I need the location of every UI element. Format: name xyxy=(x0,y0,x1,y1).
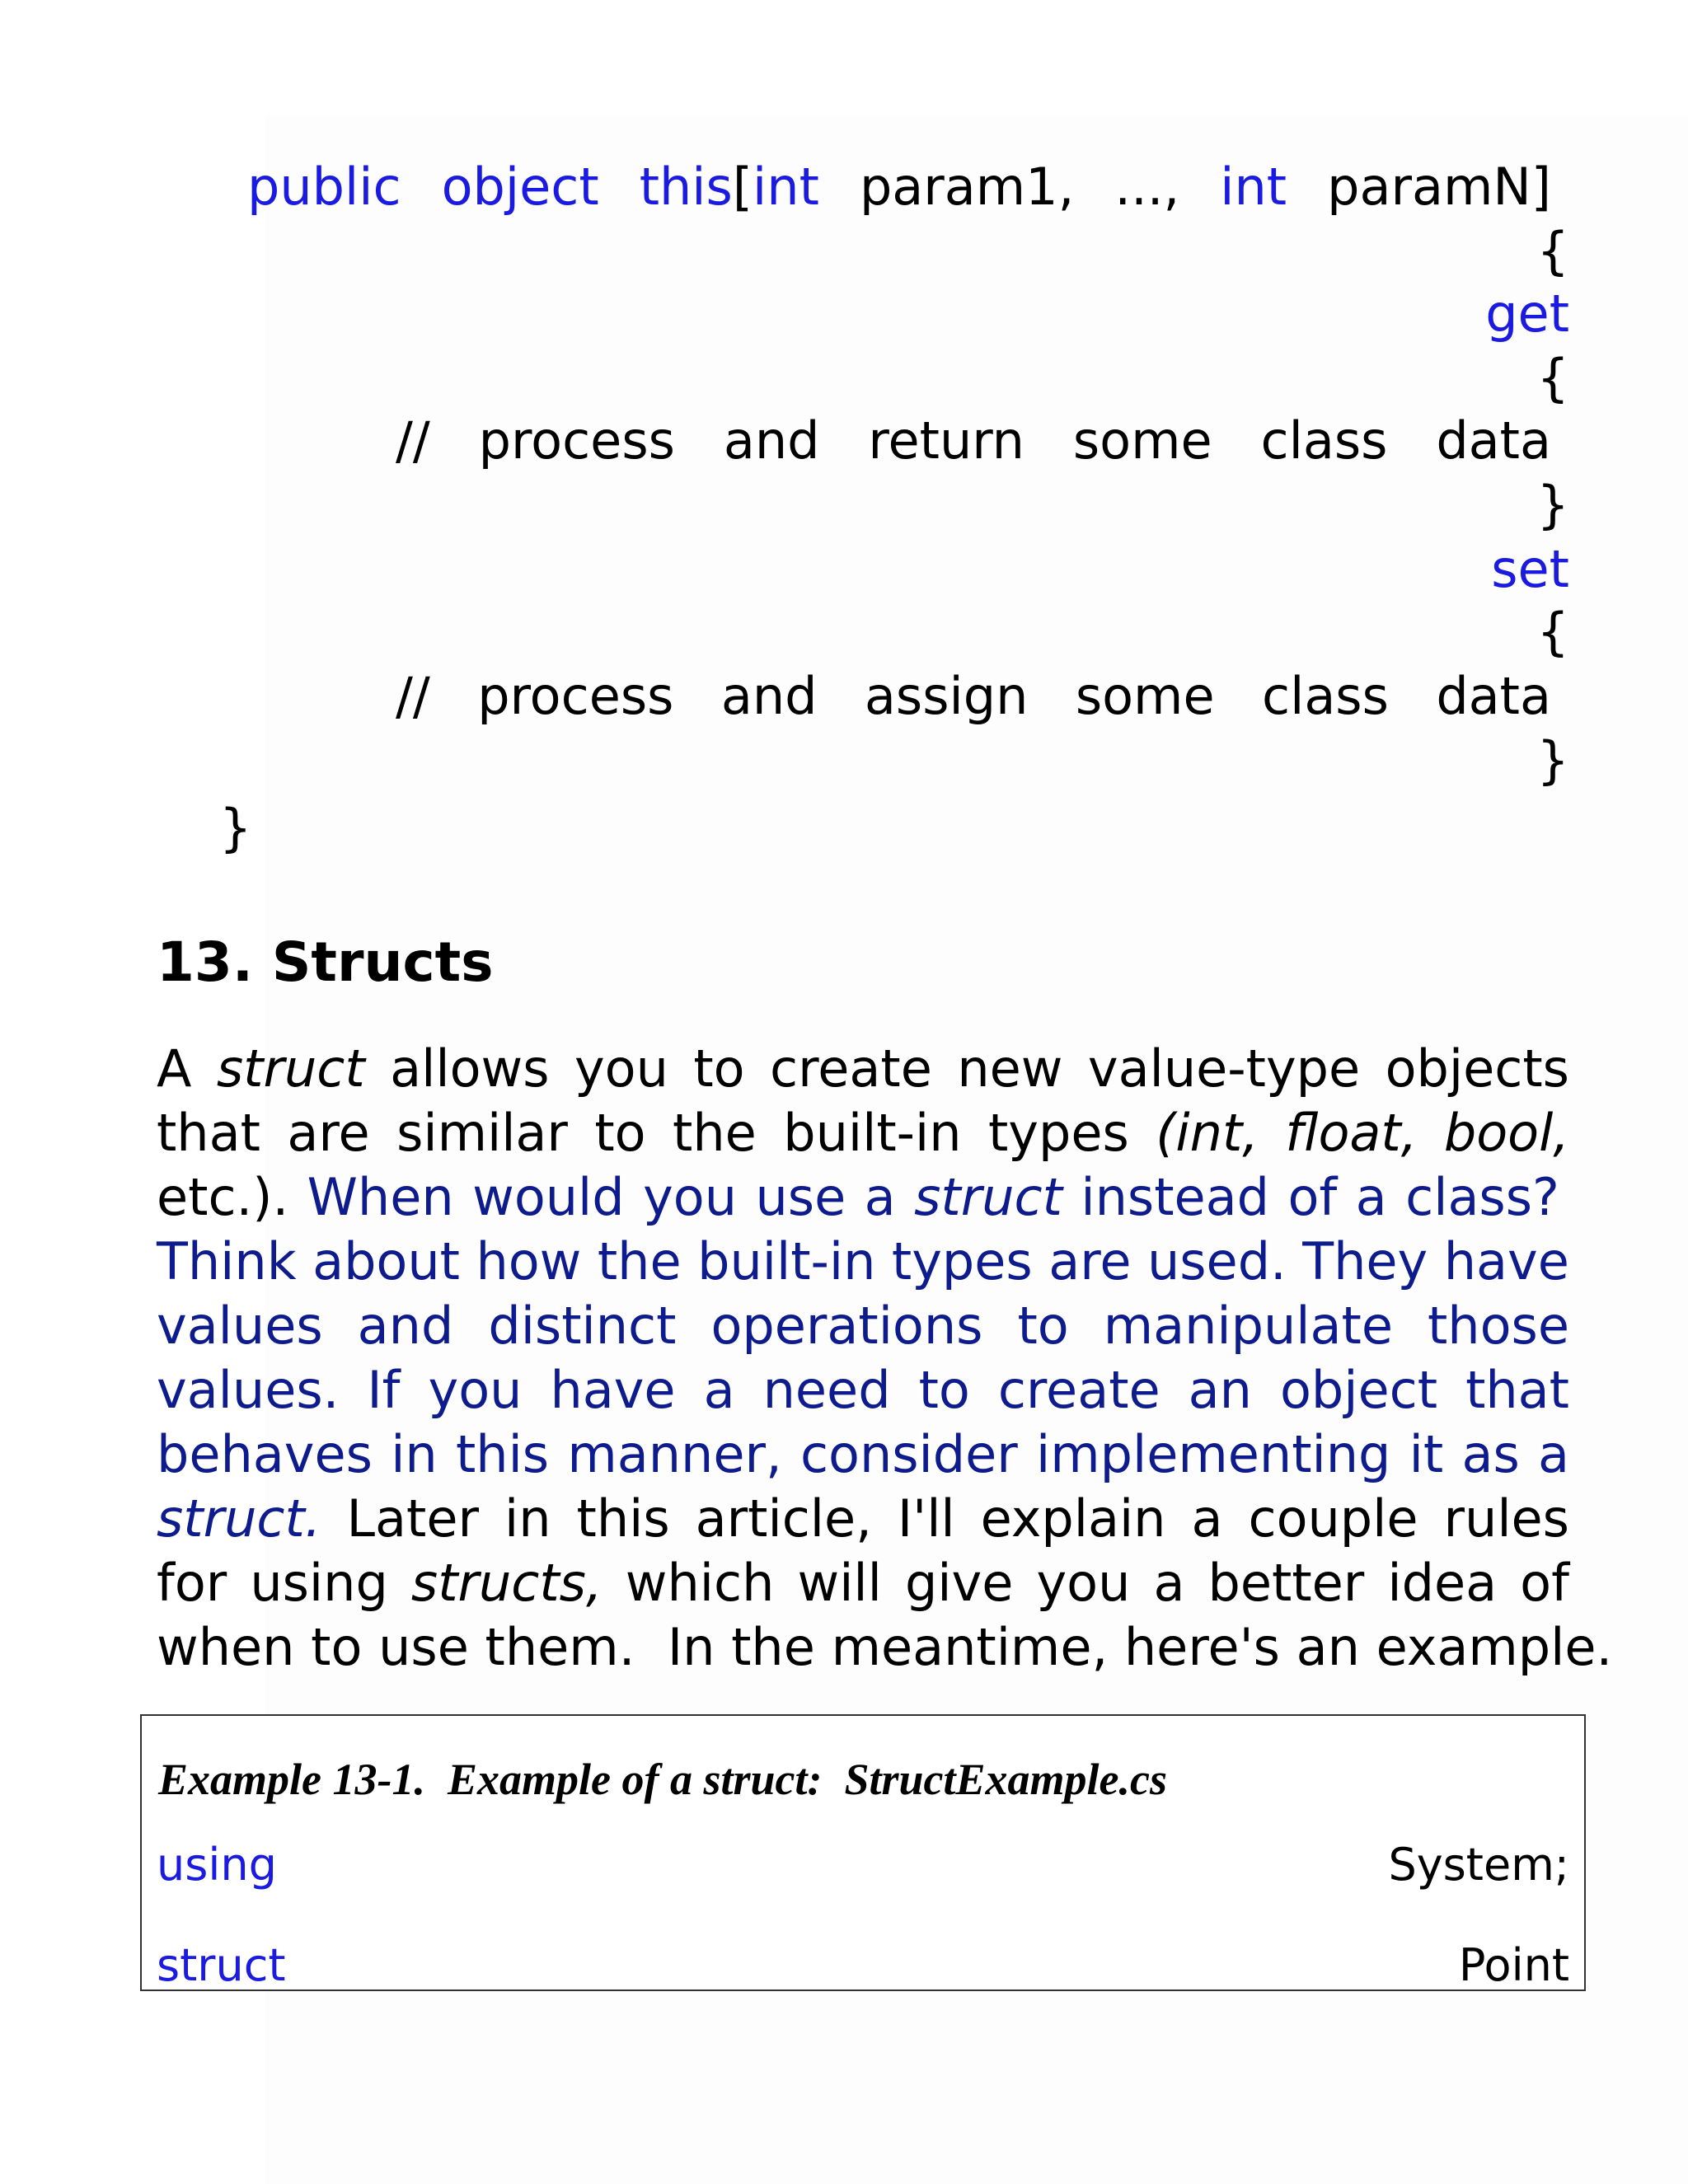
word: a xyxy=(1538,1424,1569,1484)
word: a xyxy=(864,1167,896,1227)
word: a xyxy=(1191,1488,1223,1549)
comment-word: // xyxy=(396,410,430,471)
word: as xyxy=(1461,1424,1520,1484)
section-heading: 13. Structs xyxy=(157,930,494,994)
word: will xyxy=(797,1553,882,1613)
keyword-int-1: int xyxy=(753,157,819,217)
paragraph-last-line: when to use them. In the meantime, here's an example. xyxy=(157,1617,1613,1677)
paramN: paramN] xyxy=(1327,157,1551,217)
comment-word: some xyxy=(1075,666,1215,726)
word: would xyxy=(472,1167,625,1227)
word: a xyxy=(1153,1553,1185,1613)
word: explain xyxy=(980,1488,1166,1549)
word: this xyxy=(576,1488,670,1549)
word: article, xyxy=(695,1488,872,1549)
word: allows xyxy=(390,1038,550,1099)
word: built-in xyxy=(783,1103,962,1163)
keyword-struct: struct xyxy=(157,1939,286,1991)
brace-open-2: { xyxy=(1536,348,1569,408)
paragraph-line-2 xyxy=(157,1101,1569,1165)
struct-name-point: Point xyxy=(1458,1939,1569,1991)
word: of xyxy=(1287,1167,1338,1227)
word-structs: structs, xyxy=(410,1553,603,1613)
brace-close-2: } xyxy=(1536,730,1569,790)
word: are xyxy=(287,1103,370,1163)
word: about xyxy=(312,1231,460,1291)
word-bool: bool, xyxy=(1443,1103,1569,1163)
word: etc.). xyxy=(157,1167,289,1227)
word: instead xyxy=(1081,1167,1269,1227)
word: They xyxy=(1302,1231,1428,1291)
keyword-int-2: int xyxy=(1220,157,1287,217)
word: to xyxy=(1017,1296,1069,1356)
paragraph-line-7 xyxy=(157,1422,1569,1487)
word: new xyxy=(957,1038,1063,1099)
word: have xyxy=(1443,1231,1569,1291)
keyword-object: object xyxy=(441,157,599,217)
comment-word: and xyxy=(720,666,818,726)
word: that xyxy=(1465,1360,1569,1420)
paragraph-line-3 xyxy=(157,1165,1559,1230)
word: Think xyxy=(157,1231,297,1291)
word: of xyxy=(1520,1553,1569,1613)
word: need xyxy=(762,1360,891,1420)
keyword-set: set xyxy=(1491,539,1569,599)
this-indexer xyxy=(640,155,819,219)
word: for xyxy=(157,1553,227,1613)
word: and xyxy=(357,1296,454,1356)
example-row-using xyxy=(157,1838,1569,1892)
paragraph-line-8 xyxy=(157,1487,1569,1551)
word: a xyxy=(1355,1167,1387,1227)
word: how xyxy=(476,1231,582,1291)
word: it xyxy=(1409,1424,1444,1484)
word: objects xyxy=(1385,1038,1569,1099)
paragraph-line-10 xyxy=(157,1615,1613,1680)
word: A xyxy=(157,1038,192,1099)
comment-set-line xyxy=(396,664,1551,729)
word: give xyxy=(904,1553,1014,1613)
word: create xyxy=(997,1360,1160,1420)
word: value-type xyxy=(1087,1038,1361,1099)
word: When xyxy=(307,1167,454,1227)
word: object xyxy=(1279,1360,1438,1420)
paragraph-line-5 xyxy=(157,1294,1569,1358)
comment-word: and xyxy=(723,410,820,471)
example-box xyxy=(140,1714,1586,1991)
word: manipulate xyxy=(1103,1296,1393,1356)
word: couple xyxy=(1248,1488,1418,1549)
word: you xyxy=(574,1038,668,1099)
word: implementing xyxy=(1036,1424,1391,1484)
word: use xyxy=(755,1167,846,1227)
example-row-struct xyxy=(157,1938,1569,1993)
word: built-in xyxy=(697,1231,876,1291)
word: idea xyxy=(1387,1553,1498,1613)
keyword-get: get xyxy=(1485,284,1569,344)
ellipsis: ..., xyxy=(1114,157,1180,217)
word: you xyxy=(643,1167,738,1227)
paragraph-line-1 xyxy=(157,1037,1569,1101)
word: create xyxy=(770,1038,932,1099)
word: values xyxy=(157,1296,323,1356)
comment-get-line xyxy=(396,409,1551,473)
word: rules xyxy=(1443,1488,1569,1549)
word: a xyxy=(703,1360,735,1420)
word: an xyxy=(1188,1360,1252,1420)
word: you xyxy=(428,1360,523,1420)
comment-word: data xyxy=(1436,410,1551,471)
word-struct: struct xyxy=(914,1167,1062,1227)
word: similar xyxy=(396,1103,568,1163)
word: I'll xyxy=(897,1488,955,1549)
paragraph-line-4 xyxy=(157,1230,1569,1294)
word: Later xyxy=(346,1488,479,1549)
keyword-this: this xyxy=(639,157,733,217)
comment-word: process xyxy=(478,410,675,471)
word: the xyxy=(597,1231,682,1291)
comment-word: assign xyxy=(864,666,1029,726)
comment-word: class xyxy=(1260,410,1388,471)
param1: param1, xyxy=(859,157,1075,217)
word: you xyxy=(1036,1553,1131,1613)
comment-word: some xyxy=(1072,410,1212,471)
word: If xyxy=(367,1360,401,1420)
word: to xyxy=(693,1038,745,1099)
paragraph-line-6 xyxy=(157,1358,1569,1422)
brace-open-3: { xyxy=(1536,602,1569,662)
brace-close-1: } xyxy=(1536,475,1569,535)
word: types xyxy=(891,1231,1033,1291)
brace-close-outer: } xyxy=(219,798,252,858)
keyword-public: public xyxy=(247,157,401,217)
word: in xyxy=(391,1424,438,1484)
word: types xyxy=(987,1103,1129,1163)
namespace-system: System; xyxy=(1388,1839,1569,1891)
word: distinct xyxy=(488,1296,677,1356)
word: those xyxy=(1428,1296,1569,1356)
example-caption: Example 13-1. Example of a struct: StructExample.cs xyxy=(158,1755,1167,1804)
word: manner, xyxy=(567,1424,782,1484)
word: this xyxy=(455,1424,550,1484)
word: have xyxy=(550,1360,676,1420)
brace-open-1: { xyxy=(1536,221,1569,281)
comment-word: // xyxy=(396,666,430,726)
code-signature-line xyxy=(247,155,1551,219)
comment-word: class xyxy=(1262,666,1389,726)
word: using xyxy=(250,1553,388,1613)
word-struct: struct. xyxy=(157,1488,321,1549)
word: behaves xyxy=(157,1424,373,1484)
keyword-using: using xyxy=(157,1839,277,1891)
word: operations xyxy=(710,1296,983,1356)
word: better xyxy=(1207,1553,1365,1613)
word: that xyxy=(157,1103,260,1163)
word-struct: struct xyxy=(216,1038,365,1099)
comment-word: process xyxy=(477,666,674,726)
word: to xyxy=(918,1360,970,1420)
word: used. xyxy=(1146,1231,1287,1291)
word-int: (int, xyxy=(1156,1103,1259,1163)
comment-word: return xyxy=(868,410,1025,471)
word-float: float, xyxy=(1285,1103,1418,1163)
word: to xyxy=(594,1103,646,1163)
word: class? xyxy=(1405,1167,1559,1227)
comment-word: data xyxy=(1436,666,1551,726)
word: consider xyxy=(799,1424,1018,1484)
paragraph-line-9 xyxy=(157,1551,1569,1615)
word: the xyxy=(673,1103,757,1163)
bracket-open: [ xyxy=(732,157,753,217)
word: in xyxy=(504,1488,551,1549)
word: which xyxy=(625,1553,775,1613)
word: values. xyxy=(157,1360,340,1420)
word: are xyxy=(1048,1231,1132,1291)
